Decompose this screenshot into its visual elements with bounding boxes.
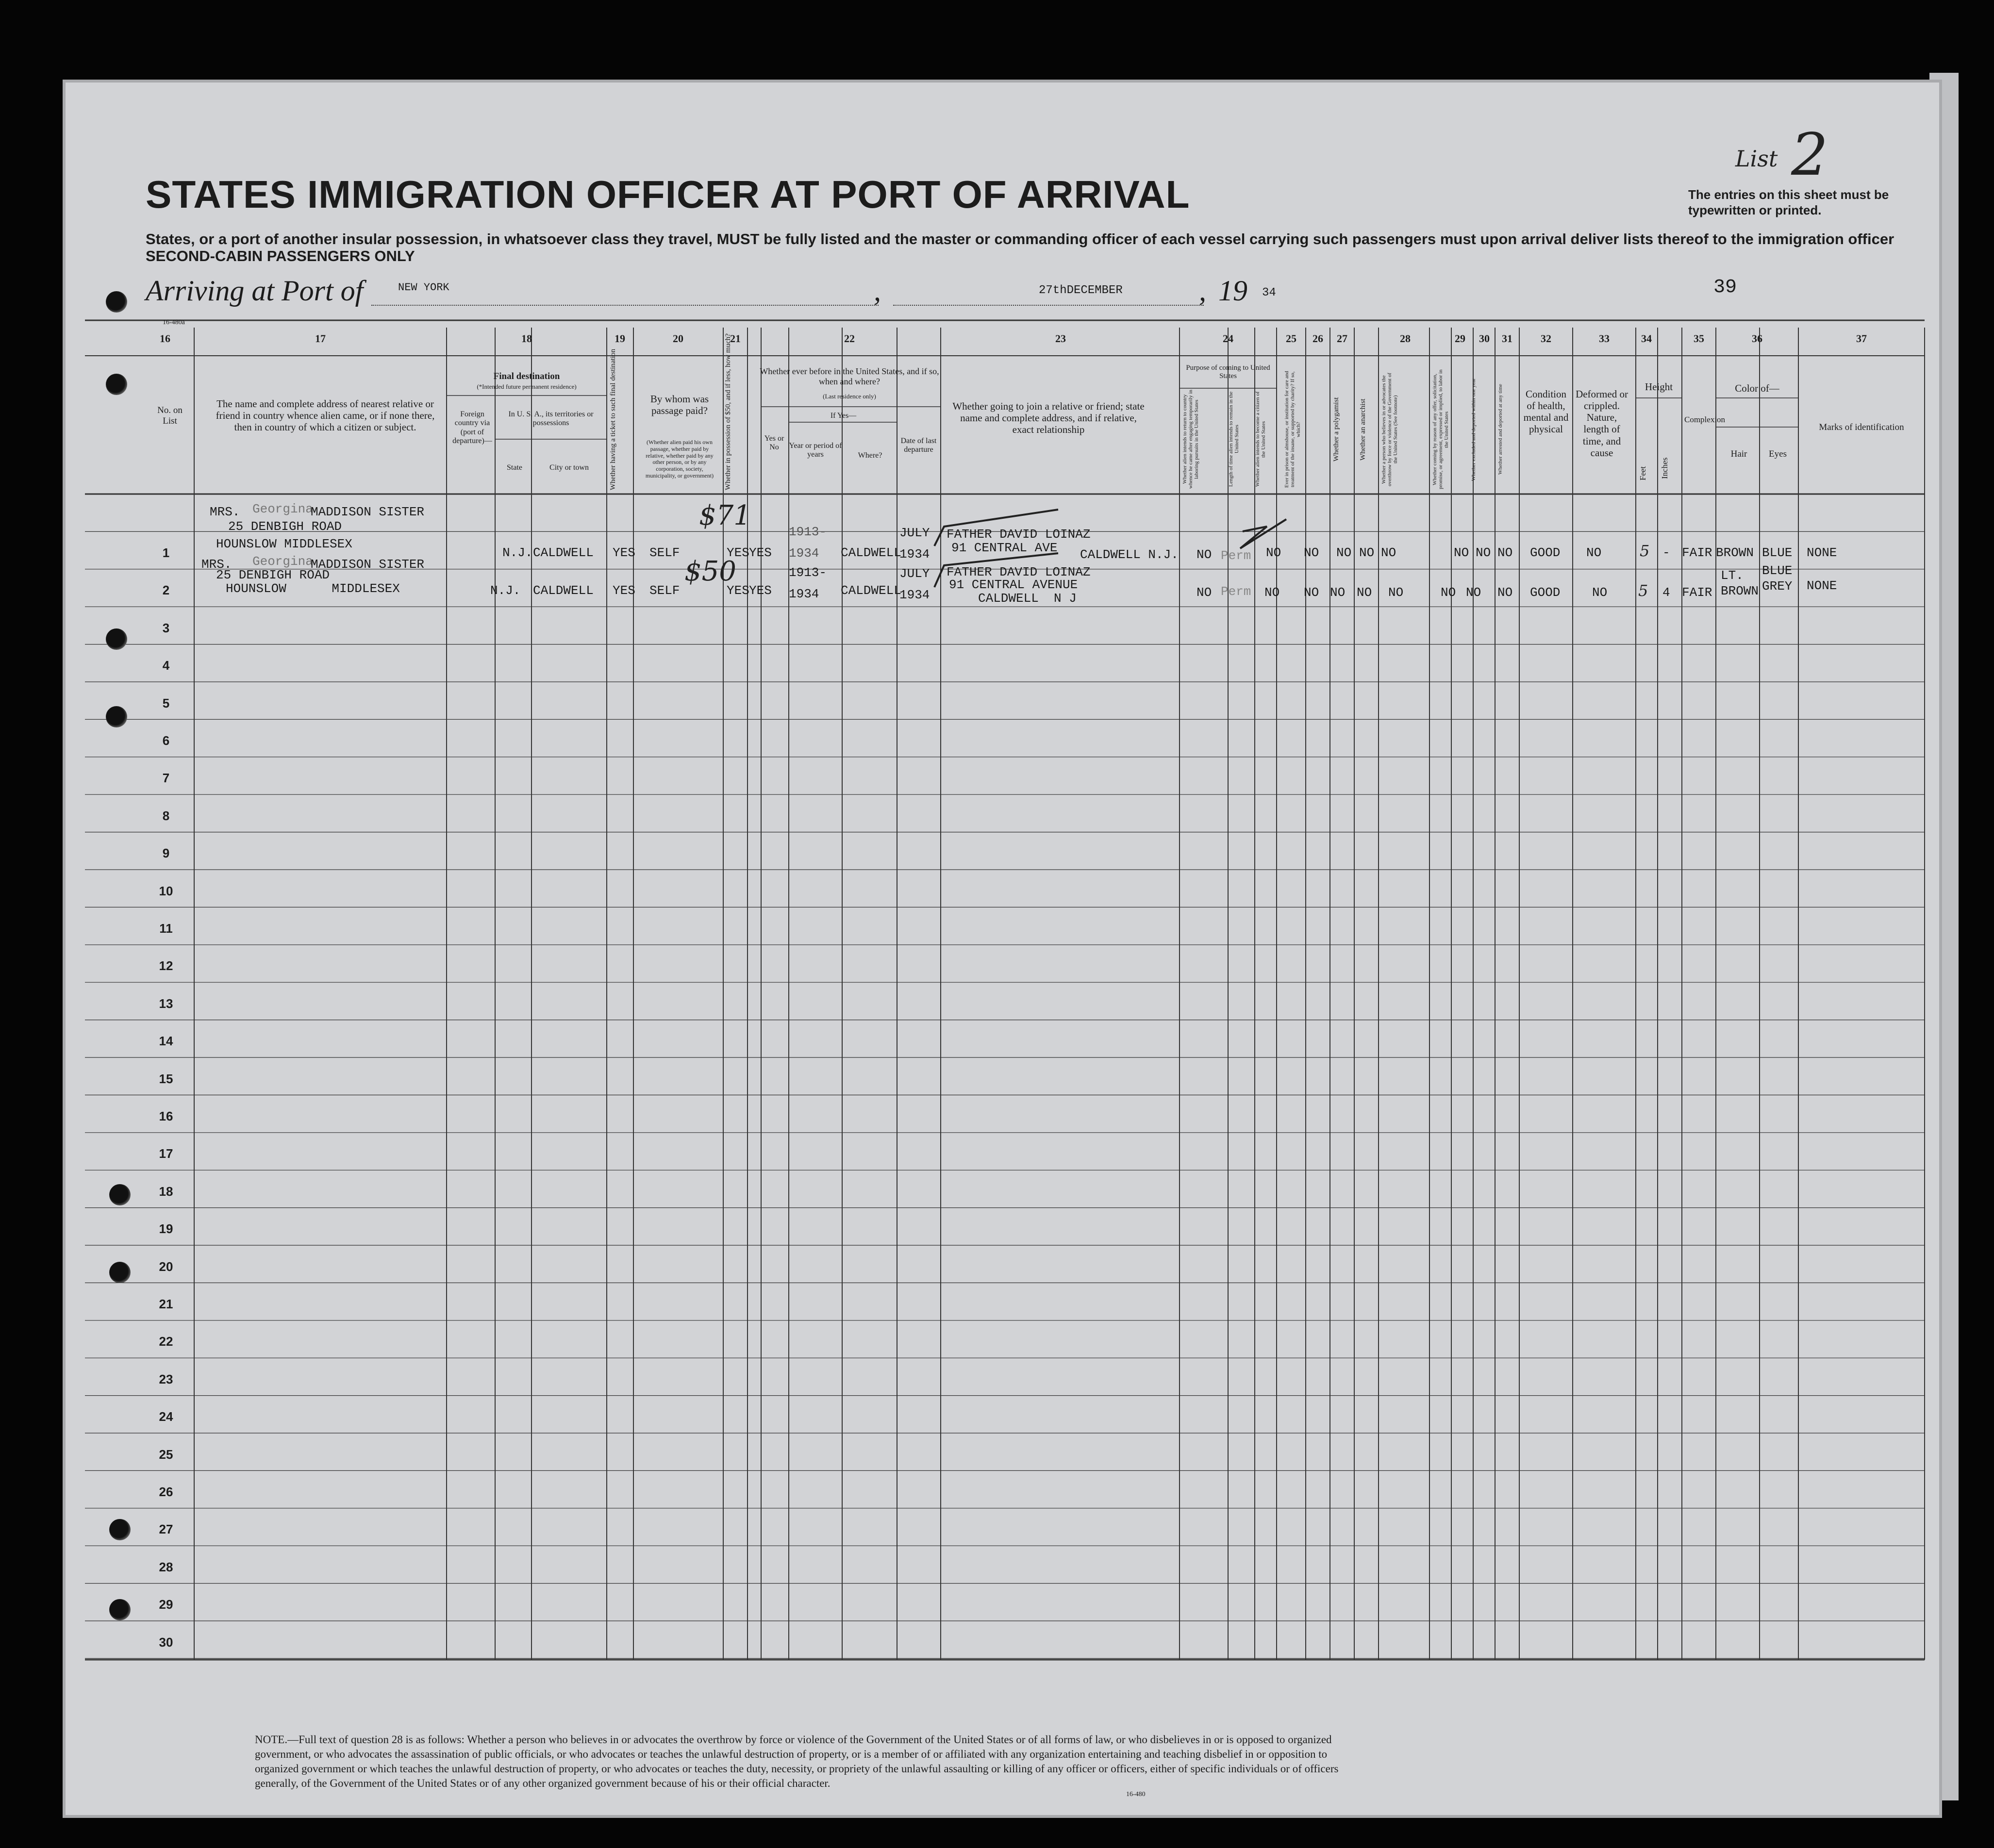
header-where: Where?	[858, 451, 882, 460]
column-number: 24	[1223, 332, 1233, 345]
header-year-period: Year or period of years	[789, 442, 842, 459]
marks: NONE	[1807, 578, 1837, 593]
column-number: 32	[1541, 332, 1551, 345]
money-handwritten: $50	[684, 556, 736, 587]
check-mark-row-2	[934, 553, 1058, 587]
header-health: Condition of health, mental and physical	[1523, 388, 1569, 435]
entries-note: The entries on this sheet must be typewritten or printed.	[1688, 187, 1889, 217]
row-number: 8	[162, 808, 170, 823]
header-inches: Inches	[1660, 457, 1669, 479]
row-number: 28	[159, 1560, 173, 1574]
height-feet: 5	[1640, 542, 1650, 560]
column-number: 35	[1694, 332, 1704, 345]
row-number: 22	[159, 1334, 173, 1349]
header-possession-50: Whether in possession of $50, and if less, how much?	[724, 333, 732, 490]
row-number: 16	[159, 1109, 173, 1123]
join-name: FATHER DAVID LOINAZ	[947, 565, 1091, 579]
purpose-citizen: NO	[1266, 545, 1281, 560]
join-name: FATHER DAVID LOINAZ	[947, 527, 1091, 542]
row-number: 10	[159, 884, 173, 898]
join-town: CALDWELL N.J.	[1080, 547, 1179, 562]
header-ever-before: Whether ever before in the United States, and if so, when and where?	[760, 366, 939, 386]
column-number: 18	[521, 332, 532, 345]
relative-surname-relation: MADDISON SISTER	[311, 557, 425, 572]
row-number: 9	[162, 846, 170, 860]
year-prefix: 19	[1218, 275, 1247, 307]
punch-hole	[109, 1184, 131, 1205]
row-number: 21	[159, 1297, 173, 1311]
column-number: 36	[1752, 332, 1762, 345]
q28-answer: NO	[1388, 585, 1404, 600]
money-handwritten: $71	[699, 500, 751, 531]
relative-street: 25 DENBIGH ROAD	[228, 519, 342, 534]
footnote: NOTE.—Full text of question 28 is as follows: Whether a person who believes in or advocates the overthrow by force or violence of the Government of the United States or of all forms of law, or who disbelieves in or is opposed to organized government, or who advocates the assassination of public officials, or who advocates or teaches the unlawful destruction of property, or is a member of or affiliated with any organization entertaining and teaching disbelief in or opposition to organized government or which teaches the unlawful destruction of property, or who advocates or teaches the duty, necessity, or propriety of the unlawful assaulting or killing of any officer or officers, either of specific individuals or of officers generally, of the Government of the United States or of any other organized government because of his or their official character.	[255, 1733, 1339, 1789]
column-number: 37	[1856, 332, 1867, 345]
row-number: 25	[159, 1447, 173, 1462]
header-complexion: Complexion	[1684, 415, 1726, 424]
check-mark-row-1	[934, 510, 1058, 546]
header-purpose-length: Length of time alien intends to remain in the United States	[1228, 391, 1240, 487]
header-final-destination-note: (*Intended future permanent residence)	[477, 383, 577, 390]
years: 1913- 1934	[789, 565, 827, 601]
column-number: 19	[615, 332, 625, 345]
list-number: 2	[1791, 121, 1828, 189]
polygamist: NO	[1336, 545, 1352, 560]
relative-town: HOUNSLOW MIDDLESEX	[216, 537, 352, 551]
punch-hole	[106, 706, 127, 727]
column-number: 33	[1599, 332, 1610, 345]
money: YES	[727, 583, 749, 598]
punch-hole	[106, 374, 127, 395]
prison: NO	[1304, 585, 1319, 600]
eye-color: BLUE GREY	[1762, 563, 1793, 594]
column-number: 30	[1479, 332, 1490, 345]
page-number: 39	[1713, 277, 1737, 298]
q28-answer: NO	[1381, 545, 1396, 560]
column-number: 34	[1641, 332, 1652, 345]
column-number: 16	[160, 332, 170, 345]
column-number: 31	[1502, 332, 1512, 345]
height-inches: 4	[1662, 585, 1670, 600]
hair-color: LT. BROWN	[1721, 568, 1759, 598]
row-number: 30	[159, 1635, 173, 1650]
row-number: 26	[159, 1485, 173, 1499]
punch-hole	[106, 291, 127, 313]
year-suffix: 34	[1262, 286, 1276, 299]
column-number: 17	[315, 332, 326, 345]
header-purpose-citizen: Whether alien intends to become a citizen of the United States	[1255, 391, 1266, 487]
purpose-length: Perm	[1221, 548, 1251, 563]
polygamist: NO	[1330, 585, 1346, 600]
column-number: 22	[844, 332, 855, 345]
row-number: 7	[162, 771, 170, 785]
punch-hole	[106, 628, 127, 650]
row-number: 23	[159, 1372, 173, 1386]
form-code: 16-480a	[163, 319, 185, 326]
header-polygamist: Whether a polygamist	[1332, 397, 1340, 462]
row-number: 20	[159, 1259, 173, 1274]
q31-answer: NO	[1497, 585, 1513, 600]
row-number: 11	[159, 921, 173, 936]
years: 1913- 1934	[789, 525, 827, 561]
departure: JULY 1934	[899, 566, 930, 602]
departure: JULY 1934	[899, 526, 930, 561]
health: GOOD	[1530, 585, 1561, 600]
relative-town: HOUNSLOW MIDDLESEX	[226, 581, 400, 596]
header-color-of: Color of—	[1735, 382, 1779, 394]
join-town: CALDWELL N J	[978, 591, 1077, 606]
header-prison: Ever in prison or almshouse, or institution for care and treatment of the insane, or supported by charity? If so, which?	[1284, 371, 1301, 488]
row-number: 27	[159, 1522, 173, 1536]
purpose-length: Perm	[1221, 584, 1251, 599]
row-number: 4	[162, 658, 170, 673]
row-number: 24	[159, 1409, 173, 1424]
complexion: FAIR	[1682, 585, 1712, 600]
punch-hole	[109, 1262, 131, 1283]
height-inches: -	[1662, 545, 1670, 560]
relative-given-name: Georgina	[252, 502, 313, 516]
subtitle-line: States, or a port of another insular possession, in whatsoever class they travel, MUST be fully listed and the master or commanding officer of each vessel carrying such passengers must upon arrival deliver lists thereof to the immigration officer	[146, 231, 1894, 248]
paid-by: SELF	[649, 583, 680, 598]
header-passage-paid-note: (Whether alien paid his own passage, whether paid by relative, whether paid by any other person, or by any corporation, society, municipality, or government)	[645, 439, 714, 479]
arriving-label: Arriving at Port of	[146, 275, 364, 307]
tick-mark	[1240, 519, 1286, 548]
header-yes-or-no: Yes or No	[764, 434, 784, 452]
health: GOOD	[1530, 545, 1561, 560]
dest-city: CALDWELL	[533, 583, 594, 598]
header-passage-paid: By whom was passage paid?	[650, 393, 709, 417]
ticket: YES	[613, 583, 635, 598]
form-title: STATES IMMIGRATION OFFICER AT PORT OF ARRIVAL	[146, 173, 1190, 216]
header-in-usa: In U. S. A., its territories or possessions	[508, 410, 594, 428]
relative-prefix: MRS.	[210, 505, 240, 519]
ever-yes: YES	[749, 583, 772, 598]
header-height: Height	[1645, 381, 1673, 393]
header-going-to-join: Whether going to join a relative or friend; state name and complete address, and if relative, exact relationship	[952, 400, 1145, 436]
header-ever-before-note: (Last residence only)	[823, 393, 876, 400]
where: CALDWELL	[841, 583, 901, 598]
class-line: SECOND-CABIN PASSENGERS ONLY	[146, 248, 415, 264]
column-number: 25	[1286, 332, 1296, 345]
anarchist: NO	[1357, 585, 1372, 600]
header-feet: Feet	[1638, 466, 1647, 480]
paid-by: SELF	[649, 545, 680, 560]
purpose-return: NO	[1196, 585, 1212, 600]
height-feet: 5	[1638, 581, 1648, 600]
relative-surname-relation: MADDISON SISTER	[311, 505, 425, 519]
row-number: 15	[159, 1072, 173, 1086]
column-number: 21	[730, 332, 741, 345]
relative-prefix: MRS.	[201, 557, 232, 572]
header-purpose-return: Whether alien intends to return to country whence he came after engaging temporarily in laboring pursuits in the United States	[1182, 390, 1199, 489]
row-number: 14	[159, 1034, 173, 1048]
row-number: 18	[159, 1184, 173, 1199]
column-number: 27	[1337, 332, 1347, 345]
row-number: 19	[159, 1221, 173, 1236]
row-number: 29	[159, 1597, 173, 1612]
header-ticket: Whether having a ticket to such final destination	[609, 348, 617, 490]
ever-yes: YES	[749, 545, 772, 560]
row-number: 12	[159, 958, 173, 973]
header-if-yes: If Yes—	[830, 412, 857, 420]
column-number: 23	[1055, 332, 1066, 345]
column-number: 20	[673, 332, 683, 345]
row-number: 2	[162, 583, 170, 597]
relative-given-name: Georgina	[252, 554, 313, 569]
punch-hole	[109, 1599, 131, 1620]
header-eyes: Eyes	[1769, 449, 1787, 459]
eye-color: BLUE	[1762, 545, 1793, 560]
row-number: 3	[162, 621, 170, 635]
header-marks: Marks of identification	[1819, 422, 1904, 432]
q29-answer: NO	[1454, 545, 1469, 560]
row-number: 6	[162, 733, 170, 748]
header-state: State	[507, 463, 522, 472]
list-label: List	[1735, 146, 1778, 172]
join-street: 91 CENTRAL AVE	[951, 541, 1058, 555]
dest-state: N.J.	[502, 545, 533, 560]
dest-state: N.J.	[490, 583, 521, 598]
header-q30: Whether excluded and deported within one year	[1471, 378, 1477, 481]
header-q29: Whether coming by reason of any offer, solicitation, promise, or agreement, expressed or implied, to labor in the United States	[1432, 369, 1449, 490]
header-city: City or town	[549, 463, 589, 472]
header-final-destination: Final destination	[493, 371, 560, 381]
prison: NO	[1304, 545, 1319, 560]
punch-hole	[109, 1519, 131, 1540]
deformed: NO	[1586, 545, 1602, 560]
row-number: 13	[159, 996, 173, 1011]
purpose-citizen: NO	[1264, 585, 1280, 600]
header-hair: Hair	[1730, 449, 1747, 459]
port-value: NEW YORK	[398, 281, 449, 294]
header-nearest-relative: The name and complete address of nearest relative or friend in country whence alien came, or if none there, then in country of which a citizen or subject.	[216, 398, 435, 433]
q29-answer: NO	[1441, 585, 1456, 600]
header-date-departure: Date of last departure	[900, 437, 937, 454]
complexion: FAIR	[1682, 545, 1712, 560]
anarchist: NO	[1359, 545, 1375, 560]
column-number: 28	[1400, 332, 1411, 345]
header-deformed: Deformed or crippled. Nature, length of time, and cause	[1576, 388, 1628, 459]
dest-city: CALDWELL	[533, 545, 594, 560]
q30-answer: NO	[1476, 545, 1491, 560]
row-number: 1	[162, 545, 170, 560]
marks: NONE	[1807, 545, 1837, 560]
purpose-return: NO	[1196, 547, 1212, 562]
hair-color: BROWN	[1716, 545, 1754, 560]
header-foreign-country: Foreign country via (port of departure)—	[452, 410, 492, 446]
join-street: 91 CENTRAL AVENUE	[949, 578, 1078, 592]
header-q31: Whether arrested and deported at any time	[1497, 384, 1503, 475]
footer-code: 16-480	[1126, 1791, 1146, 1798]
where: CALDWELL	[841, 545, 901, 560]
header-q28: Whether a person who believes in or advocates the overthrow by force or violence of the Government of the United States (See footnote)	[1381, 373, 1398, 486]
q30-answer: NO	[1466, 585, 1481, 600]
relative-street: 25 DENBIGH ROAD	[216, 568, 330, 582]
money: YES	[727, 545, 749, 560]
q31-answer: NO	[1497, 545, 1513, 560]
date-value: 27thDECEMBER	[1039, 284, 1123, 297]
deformed: NO	[1592, 585, 1608, 600]
column-number: 29	[1455, 332, 1465, 345]
header-anarchist: Whether an anarchist	[1359, 398, 1367, 461]
column-number: 26	[1313, 332, 1323, 345]
header-no-on-list: No. on List	[157, 405, 183, 426]
row-number: 17	[159, 1146, 173, 1161]
row-number: 5	[162, 696, 170, 710]
ticket: YES	[613, 545, 635, 560]
header-purpose: Purpose of coming to United States	[1186, 364, 1270, 380]
